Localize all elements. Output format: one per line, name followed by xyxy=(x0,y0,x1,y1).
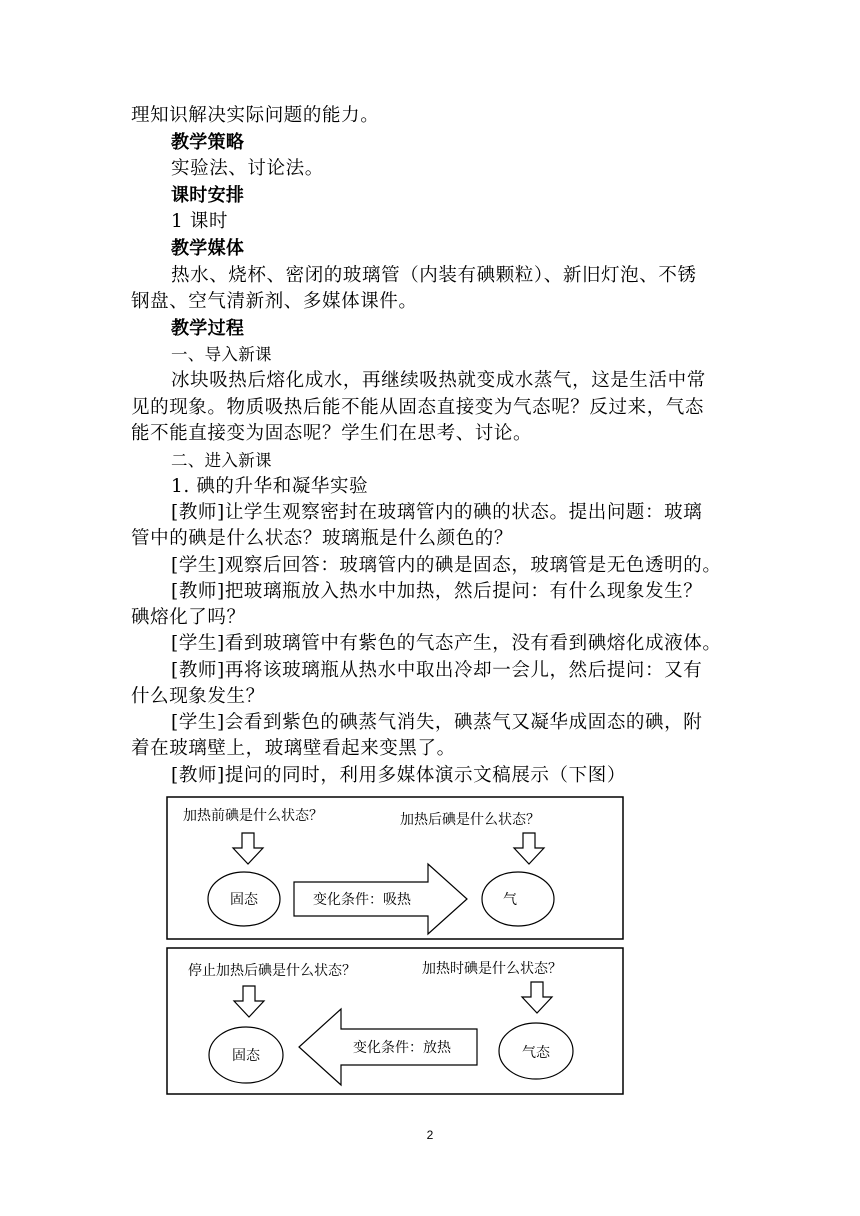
text-line: 热水、烧杯、密闭的玻璃管（内装有碘颗粒）、新旧灯泡、不锈 xyxy=(171,265,697,286)
heading-teaching-process: 教学过程 xyxy=(171,318,245,339)
question-after-heating: 加热后碘是什么状态？ xyxy=(400,812,540,828)
text-line: 管中的碘是什么状态？玻璃瓶是什么颜色的？ xyxy=(131,528,514,549)
solid-state-label: 固态 xyxy=(232,1048,260,1064)
subheading-new-lesson: 二、进入新课 xyxy=(171,451,272,470)
page-number: 2 xyxy=(426,1128,434,1142)
sublimation-diagram-svg xyxy=(166,796,626,942)
sublimation-diagram xyxy=(166,796,626,946)
text-line: [教师]提问的同时，利用多媒体演示文稿展示（下图） xyxy=(171,765,626,786)
text-line: 1 课时 xyxy=(171,211,229,232)
text-line: 1. 碘的升华和凝华实验 xyxy=(171,476,369,497)
text-line: 理知识解决实际问题的能力。 xyxy=(131,105,380,126)
text-line: [教师]把玻璃瓶放入热水中加热，然后提问：有什么现象发生？ xyxy=(171,581,703,602)
deposition-diagram-svg xyxy=(166,947,626,1097)
text-line: 什么现象发生？ xyxy=(131,686,265,707)
solid-state-label: 固态 xyxy=(230,892,258,908)
text-line: 实验法、讨论法。 xyxy=(171,158,324,179)
arrow-down-icon xyxy=(522,982,552,1013)
text-line: [学生]会看到紫色的碘蒸气消失，碘蒸气又凝华成固态的碘，附 xyxy=(171,712,703,733)
question-before-heating: 加热前碘是什么状态？ xyxy=(183,808,323,824)
subheading-intro: 一、导入新课 xyxy=(171,345,272,364)
heading-class-schedule: 课时安排 xyxy=(171,185,245,206)
question-while-heating: 加热时碘是什么状态？ xyxy=(422,961,562,977)
heading-teaching-media: 教学媒体 xyxy=(171,238,245,259)
condition-absorb-heat: 变化条件：吸热 xyxy=(313,892,411,908)
text-line: 着在玻璃壁上，玻璃壁看起来变黑了。 xyxy=(131,738,456,759)
gas-state-label: 气 xyxy=(503,892,517,908)
text-line: [学生]看到玻璃管中有紫色的气态产生，没有看到碘熔化成液体。 xyxy=(171,633,722,654)
arrow-down-icon xyxy=(514,833,544,864)
gas-state-ellipse xyxy=(482,872,554,926)
text-line: 能不能直接变为固态呢？学生们在思考、讨论。 xyxy=(131,423,533,444)
arrow-down-icon xyxy=(233,833,263,864)
text-line: 见的现象。物质吸热后能不能从固态直接变为气态呢？反过来，气态 xyxy=(131,397,705,418)
text-line: [教师]让学生观察密封在玻璃管内的碘的状态。提出问题：玻璃 xyxy=(171,502,703,523)
text-line: [学生]观察后回答：玻璃管内的碘是固态，玻璃管是无色透明的。 xyxy=(171,555,722,576)
arrow-down-icon xyxy=(234,986,264,1017)
text-line: [教师]再将该玻璃瓶从热水中取出冷却一会儿，然后提问：又有 xyxy=(171,660,703,681)
text-line: 碘熔化了吗？ xyxy=(131,607,246,628)
text-line: 冰块吸热后熔化成水，再继续吸热就变成水蒸气，这是生活中常 xyxy=(171,370,706,391)
condition-release-heat: 变化条件：放热 xyxy=(353,1040,451,1056)
deposition-diagram xyxy=(166,947,626,1101)
question-after-stop-heating: 停止加热后碘是什么状态？ xyxy=(188,963,356,979)
gas-state-label: 气态 xyxy=(522,1045,550,1061)
text-line: 钢盘、空气清新剂、多媒体课件。 xyxy=(131,291,418,312)
heading-teaching-strategy: 教学策略 xyxy=(171,132,245,153)
